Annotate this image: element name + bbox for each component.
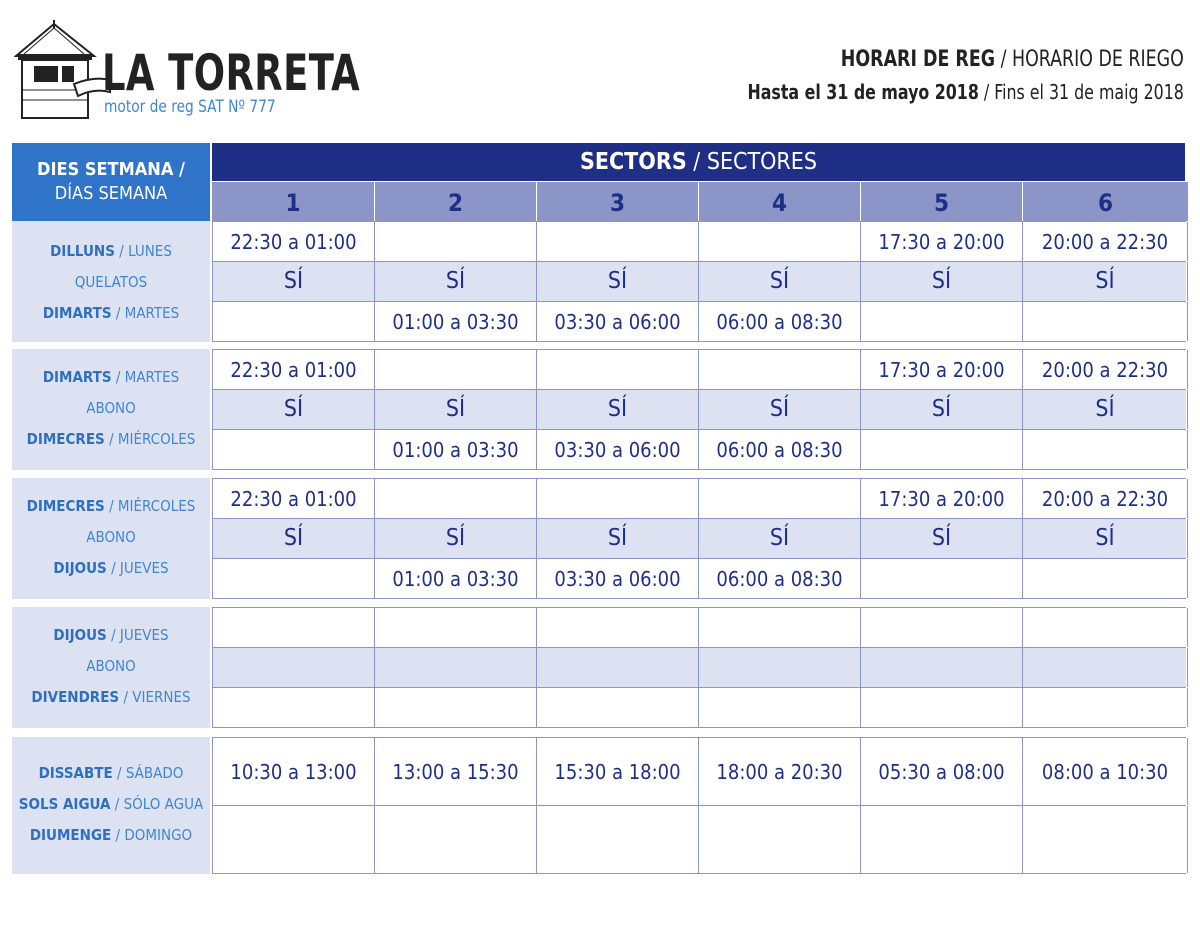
schedule-cell bbox=[1022, 648, 1188, 687]
schedule-cell: 03:30 a 06:00 bbox=[536, 430, 698, 469]
schedule-cell: SÍ bbox=[212, 390, 374, 429]
table-row bbox=[212, 738, 1186, 806]
sector-number-5: 5 bbox=[861, 182, 1022, 221]
day-label bbox=[12, 478, 210, 599]
schedule-cell: SÍ bbox=[374, 519, 536, 558]
schedule-cell: 13:00 a 15:30 bbox=[374, 738, 536, 805]
schedule-cell: 01:00 a 03:30 bbox=[374, 302, 536, 341]
day-label bbox=[12, 737, 210, 874]
day-name-spanish: / SÓLO AGUA bbox=[110, 795, 204, 813]
schedule-cell bbox=[374, 350, 536, 389]
schedule-cell bbox=[536, 350, 698, 389]
schedule-cell: SÍ bbox=[1022, 390, 1188, 429]
day-name-catalan: DIMECRES bbox=[26, 497, 105, 515]
sectors-header bbox=[212, 143, 1185, 181]
schedule-cell bbox=[698, 222, 860, 261]
schedule-cell: 20:00 a 22:30 bbox=[1022, 222, 1188, 261]
title-bold: HORARI DE REG bbox=[840, 47, 996, 72]
day-label-line bbox=[12, 267, 210, 298]
table-row bbox=[212, 222, 1186, 262]
day-label-line bbox=[12, 393, 210, 424]
schedule-cell bbox=[860, 608, 1022, 647]
schedule-cell bbox=[536, 479, 698, 518]
sector-number-1: 1 bbox=[212, 182, 374, 221]
days-header-line2: DÍAS SEMANA bbox=[54, 183, 168, 204]
schedule-cell bbox=[698, 479, 860, 518]
subtitle-rest: / Fins el 31 de maig 2018 bbox=[978, 80, 1184, 104]
day-label-line bbox=[12, 298, 210, 329]
schedule-grid bbox=[212, 737, 1186, 874]
schedule-cell bbox=[860, 688, 1022, 727]
schedule-cell: SÍ bbox=[536, 519, 698, 558]
day-name-catalan: DISSABTE bbox=[38, 764, 113, 782]
day-name-catalan: DIMARTS bbox=[42, 304, 112, 322]
day-name-catalan: DIVENDRES bbox=[31, 688, 120, 706]
schedule-cell: 10:30 a 13:00 bbox=[212, 738, 374, 805]
sector-numbers-row bbox=[212, 182, 1186, 221]
sectors-header-rest: / SECTORES bbox=[686, 149, 818, 175]
schedule-cell: 06:00 a 08:30 bbox=[698, 430, 860, 469]
table-row bbox=[212, 688, 1186, 728]
schedule-cell: 15:30 a 18:00 bbox=[536, 738, 698, 805]
schedule-cell bbox=[1022, 806, 1188, 873]
schedule-cell: 01:00 a 03:30 bbox=[374, 430, 536, 469]
day-group bbox=[12, 478, 1186, 599]
table-row bbox=[212, 519, 1186, 559]
day-name-catalan: DIMARTS bbox=[42, 368, 112, 386]
schedule-cell: 06:00 a 08:30 bbox=[698, 302, 860, 341]
day-name-spanish: / JUEVES bbox=[106, 626, 169, 644]
day-name-spanish: / JUEVES bbox=[106, 559, 169, 577]
day-name-spanish: / MIÉRCOLES bbox=[104, 430, 196, 448]
schedule-cell bbox=[212, 302, 374, 341]
day-name-spanish: ABONO bbox=[86, 528, 136, 546]
brand-subtitle: motor de reg SAT Nº 777 bbox=[104, 97, 276, 117]
table-row bbox=[212, 559, 1186, 599]
day-group bbox=[12, 349, 1186, 470]
table-row bbox=[212, 479, 1186, 519]
subtitle-bold: Hasta el 31 de mayo 2018 bbox=[747, 80, 979, 104]
days-header-line1: DIES SETMANA / bbox=[37, 159, 185, 180]
page-title bbox=[841, 49, 1184, 71]
schedule-cell bbox=[374, 608, 536, 647]
schedule-grid bbox=[212, 478, 1186, 599]
sector-number-2: 2 bbox=[375, 182, 536, 221]
schedule-cell bbox=[212, 608, 374, 647]
schedule-cell bbox=[536, 222, 698, 261]
day-label bbox=[12, 221, 210, 342]
day-name-catalan: SOLS AIGUA bbox=[18, 795, 111, 813]
schedule-cell bbox=[536, 806, 698, 873]
schedule-cell: 03:30 a 06:00 bbox=[536, 302, 698, 341]
schedule-cell: 22:30 a 01:00 bbox=[212, 222, 374, 261]
schedule-cell: SÍ bbox=[212, 519, 374, 558]
schedule-cell: SÍ bbox=[212, 262, 374, 301]
schedule-cell: 08:00 a 10:30 bbox=[1022, 738, 1188, 805]
day-label-line bbox=[12, 789, 210, 820]
day-label-line bbox=[12, 820, 210, 851]
schedule-cell bbox=[212, 430, 374, 469]
day-group bbox=[12, 607, 1186, 728]
schedule-cell: SÍ bbox=[1022, 519, 1188, 558]
schedule-cell: 22:30 a 01:00 bbox=[212, 479, 374, 518]
schedule-cell: 17:30 a 20:00 bbox=[860, 222, 1022, 261]
sector-number-3: 3 bbox=[537, 182, 698, 221]
day-name-spanish: / MARTES bbox=[111, 368, 180, 386]
schedule-cell bbox=[536, 688, 698, 727]
day-name-spanish: / VIERNES bbox=[119, 688, 191, 706]
day-name-spanish: / MIÉRCOLES bbox=[104, 497, 196, 515]
day-name-catalan: DIUMENGE bbox=[29, 826, 112, 844]
day-label-line bbox=[12, 362, 210, 393]
day-group bbox=[12, 737, 1186, 874]
day-label-line bbox=[12, 491, 210, 522]
day-label bbox=[12, 607, 210, 728]
schedule-cell bbox=[374, 688, 536, 727]
schedule-cell bbox=[536, 648, 698, 687]
schedule-cell bbox=[860, 806, 1022, 873]
day-name-catalan: DIJOUS bbox=[53, 626, 107, 644]
page-subtitle bbox=[748, 82, 1184, 102]
table-row bbox=[212, 608, 1186, 648]
day-label-line bbox=[12, 236, 210, 267]
schedule-cell bbox=[212, 806, 374, 873]
schedule-cell bbox=[860, 302, 1022, 341]
schedule-cell bbox=[1022, 302, 1188, 341]
day-label-line bbox=[12, 424, 210, 455]
day-name-spanish: QUELATOS bbox=[74, 273, 148, 291]
schedule-cell bbox=[698, 688, 860, 727]
schedule-cell bbox=[1022, 608, 1188, 647]
day-name-spanish: / SÁBADO bbox=[112, 764, 184, 782]
table-row bbox=[212, 262, 1186, 302]
table-row bbox=[212, 430, 1186, 470]
schedule-cell: SÍ bbox=[698, 390, 860, 429]
day-name-catalan: DILLUNS bbox=[50, 242, 115, 260]
days-header bbox=[12, 143, 210, 221]
day-name-catalan: DIJOUS bbox=[53, 559, 107, 577]
title-rest: / HORARIO DE RIEGO bbox=[995, 47, 1184, 72]
schedule-cell bbox=[698, 806, 860, 873]
day-label-line bbox=[12, 651, 210, 682]
table-row bbox=[212, 350, 1186, 390]
schedule-cell bbox=[1022, 430, 1188, 469]
schedule-cell bbox=[212, 559, 374, 598]
sector-number-6: 6 bbox=[1023, 182, 1188, 221]
schedule-grid bbox=[212, 221, 1186, 342]
schedule-cell: 05:30 a 08:00 bbox=[860, 738, 1022, 805]
schedule-cell: SÍ bbox=[536, 390, 698, 429]
table-row bbox=[212, 806, 1186, 874]
brand-name: LA TORRETA bbox=[102, 44, 361, 102]
table-row bbox=[212, 302, 1186, 342]
schedule-cell bbox=[698, 350, 860, 389]
schedule-cell bbox=[1022, 559, 1188, 598]
schedule-cell bbox=[374, 479, 536, 518]
schedule-cell: 20:00 a 22:30 bbox=[1022, 350, 1188, 389]
schedule-cell: SÍ bbox=[536, 262, 698, 301]
day-name-spanish: ABONO bbox=[86, 657, 136, 675]
day-group bbox=[12, 221, 1186, 342]
schedule-cell: SÍ bbox=[698, 519, 860, 558]
schedule-cell bbox=[374, 222, 536, 261]
schedule-cell: 20:00 a 22:30 bbox=[1022, 479, 1188, 518]
schedule-cell bbox=[1022, 688, 1188, 727]
schedule-cell bbox=[212, 688, 374, 727]
schedule-cell: 06:00 a 08:30 bbox=[698, 559, 860, 598]
schedule-cell: 17:30 a 20:00 bbox=[860, 350, 1022, 389]
schedule-cell: 17:30 a 20:00 bbox=[860, 479, 1022, 518]
schedule-cell: 18:00 a 20:30 bbox=[698, 738, 860, 805]
day-name-spanish: / LUNES bbox=[114, 242, 172, 260]
day-name-catalan: DIMECRES bbox=[26, 430, 105, 448]
schedule-grid bbox=[212, 607, 1186, 728]
schedule-cell bbox=[212, 648, 374, 687]
day-name-spanish: / MARTES bbox=[111, 304, 180, 322]
table-row bbox=[212, 648, 1186, 688]
day-label-line bbox=[12, 553, 210, 584]
day-label-line bbox=[12, 620, 210, 651]
schedule-cell: SÍ bbox=[698, 262, 860, 301]
schedule-cell: SÍ bbox=[374, 262, 536, 301]
schedule-cell: SÍ bbox=[860, 262, 1022, 301]
day-label-line bbox=[12, 682, 210, 713]
day-name-spanish: / DOMINGO bbox=[111, 826, 193, 844]
schedule-cell: 01:00 a 03:30 bbox=[374, 559, 536, 598]
schedule-cell: 03:30 a 06:00 bbox=[536, 559, 698, 598]
schedule-cell bbox=[698, 608, 860, 647]
schedule-cell bbox=[374, 806, 536, 873]
schedule-cell bbox=[860, 648, 1022, 687]
table-row bbox=[212, 390, 1186, 430]
schedule-cell bbox=[374, 648, 536, 687]
sector-number-4: 4 bbox=[699, 182, 860, 221]
schedule-cell: 22:30 a 01:00 bbox=[212, 350, 374, 389]
schedule-cell: SÍ bbox=[374, 390, 536, 429]
schedule-cell bbox=[860, 430, 1022, 469]
schedule-grid bbox=[212, 349, 1186, 470]
schedule-cell: SÍ bbox=[860, 519, 1022, 558]
schedule-cell bbox=[536, 608, 698, 647]
day-label-line bbox=[12, 758, 210, 789]
day-label-line bbox=[12, 522, 210, 553]
day-label bbox=[12, 349, 210, 470]
schedule-cell bbox=[698, 648, 860, 687]
schedule-cell: SÍ bbox=[1022, 262, 1188, 301]
schedule-cell bbox=[860, 559, 1022, 598]
day-name-spanish: ABONO bbox=[86, 399, 136, 417]
schedule-cell: SÍ bbox=[860, 390, 1022, 429]
sectors-header-bold: SECTORS bbox=[579, 149, 687, 175]
